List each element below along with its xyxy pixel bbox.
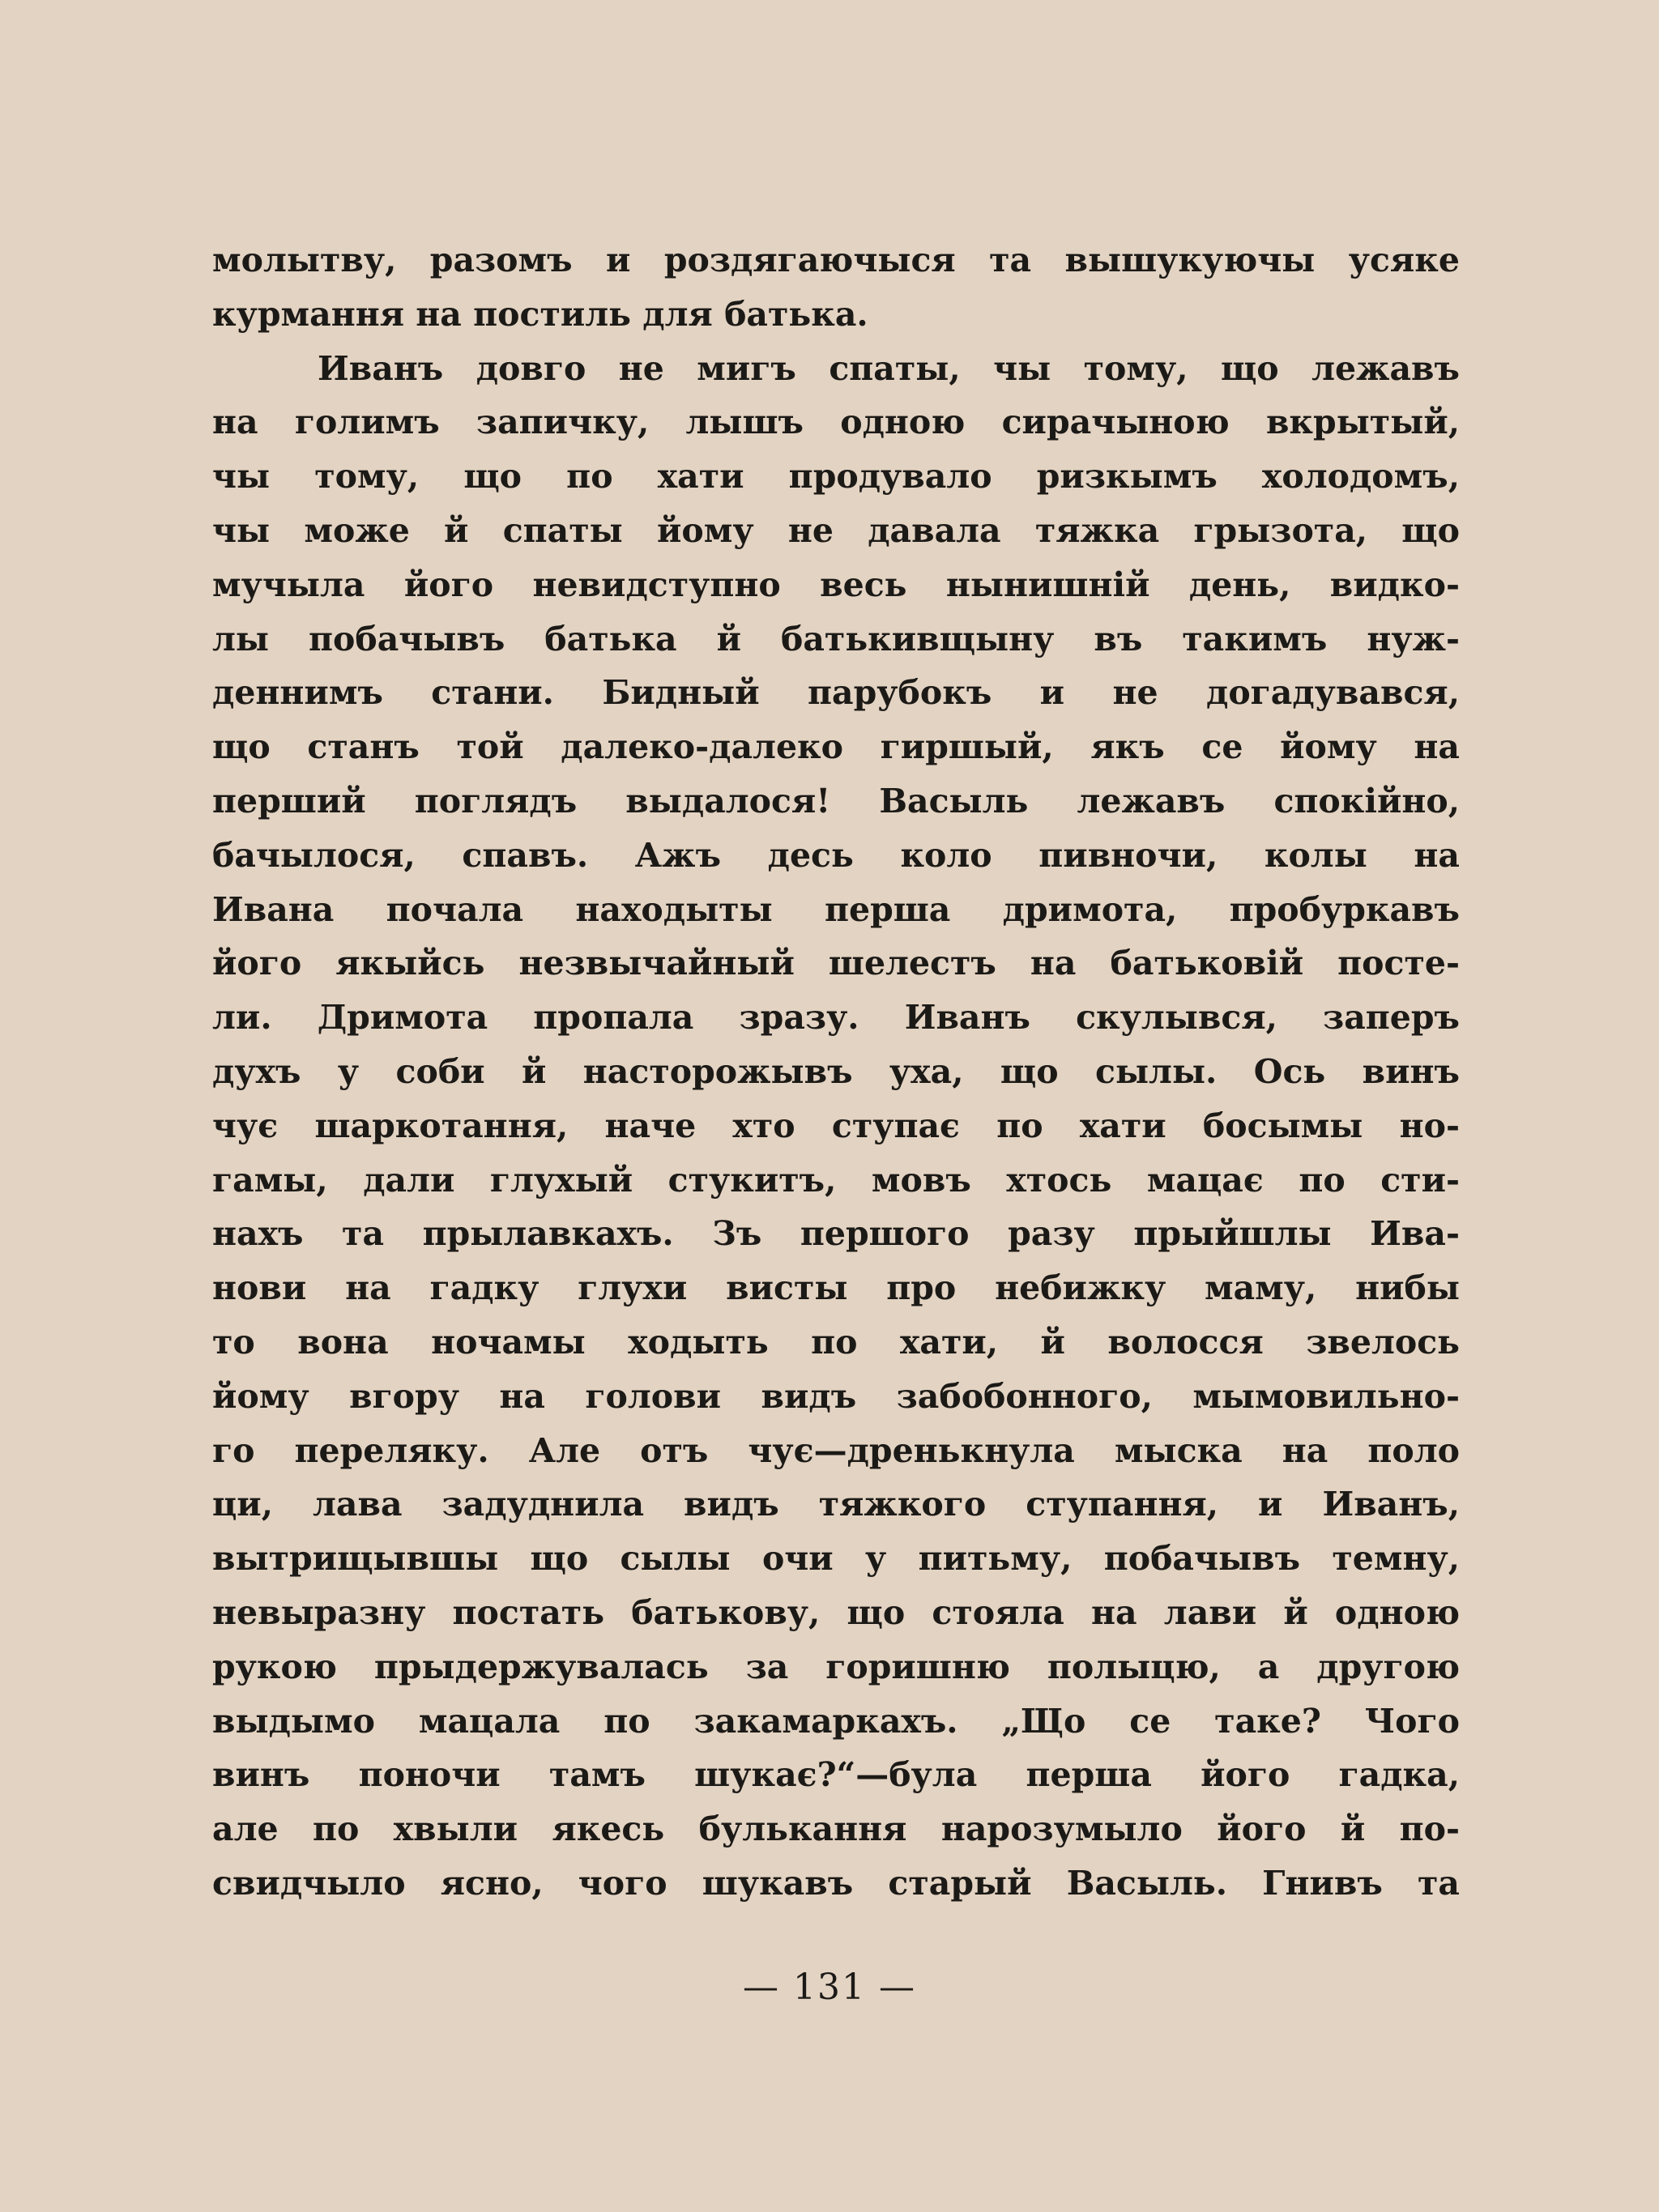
text-line: ци, лава задуднила видъ тяжкого ступання, и Иванъ, bbox=[212, 1485, 1460, 1524]
text-line: молытву, разомъ и роздягаючыся та вышукуючы усяке bbox=[212, 241, 1460, 279]
text-line: деннимъ стани. Бидный парубокъ и не догадувався, bbox=[212, 673, 1460, 713]
text-line: Иванъ довго не мигъ спаты, чы тому, що лежавъ bbox=[318, 348, 1460, 388]
text-line: го переляку. Але отъ чує—дренькнула мыска на поло bbox=[212, 1430, 1460, 1470]
text-line: нахъ та прылавкахъ. Зъ першого разу прыйшлы Ива- bbox=[212, 1214, 1460, 1254]
text-line: бачылося, спавъ. Ажъ десь коло пивночи, колы на bbox=[212, 835, 1460, 875]
paragraph-2 bbox=[212, 342, 1460, 1911]
text-line: то вона ночамы ходыть по хати, й волосся звелось bbox=[212, 1322, 1460, 1362]
text-line: чы може й спаты йому не давала тяжка грызота, що bbox=[212, 510, 1460, 550]
text-line: його якыйсь незвычайный шелестъ на батьковій посте- bbox=[212, 944, 1460, 983]
text-line: чує шаркотання, наче хто ступає по хати босымы но- bbox=[212, 1106, 1460, 1145]
text-line: вытрищывшы що сылы очи у питьму, побачывъ темну, bbox=[212, 1539, 1460, 1579]
text-line: чы тому, що по хати продувало ризкымъ холодомъ, bbox=[212, 457, 1460, 497]
text-line: нови на гадку глухи висты про небижку маму, нибы bbox=[212, 1268, 1460, 1308]
text-line: ли. Дримота пропала зразу. Иванъ скулывся, заперъ bbox=[212, 998, 1460, 1038]
text-line: перший поглядъ выдалося! Васыль лежавъ спокійно, bbox=[212, 781, 1460, 820]
text-line: лы побачывъ батька й батькивщыну въ такимъ нуж- bbox=[212, 619, 1460, 658]
text-line: йому вгору на голови видъ забобонного, мымовильно- bbox=[212, 1376, 1460, 1416]
text-line: свидчыло ясно, чого шукавъ старый Васыль. Гнивъ та bbox=[212, 1863, 1460, 1903]
paragraph-1 bbox=[212, 233, 1460, 342]
text-line: выдымо мацала по закамаркахъ. „Що се таке? Чого bbox=[212, 1701, 1460, 1741]
text-line: винъ поночи тамъ шукає?“—була перша його гадка, bbox=[212, 1755, 1460, 1795]
text-line: рукою прыдержувалась за горишню полыцю, а другою bbox=[212, 1647, 1460, 1686]
text-line: Ивана почала находыты перша дримота, пробуркавъ bbox=[212, 889, 1460, 929]
text-line: курмання на постиль для батька. bbox=[212, 294, 868, 334]
body-text bbox=[212, 233, 1460, 1911]
text-line: але по хвыли якесь булькання нарозумыло його й по- bbox=[212, 1809, 1460, 1849]
text-line: духъ у соби й насторожывъ уха, що сылы. Ось винъ bbox=[212, 1051, 1460, 1091]
text-line: на голимъ запичку, лышъ одною сирачыною вкрытый, bbox=[212, 403, 1460, 442]
page-number: — 131 — bbox=[743, 1967, 916, 2008]
text-line: невыразну постать батькову, що стояла на лави й одною bbox=[212, 1592, 1460, 1632]
text-line: що станъ той далеко-далеко гиршый, якъ се йому на bbox=[212, 727, 1460, 767]
text-line: мучыла його невидступно весь нынишній день, видко- bbox=[212, 565, 1460, 604]
text-line: гамы, дали глухый стукитъ, мовъ хтось мацає по сти- bbox=[212, 1160, 1460, 1200]
